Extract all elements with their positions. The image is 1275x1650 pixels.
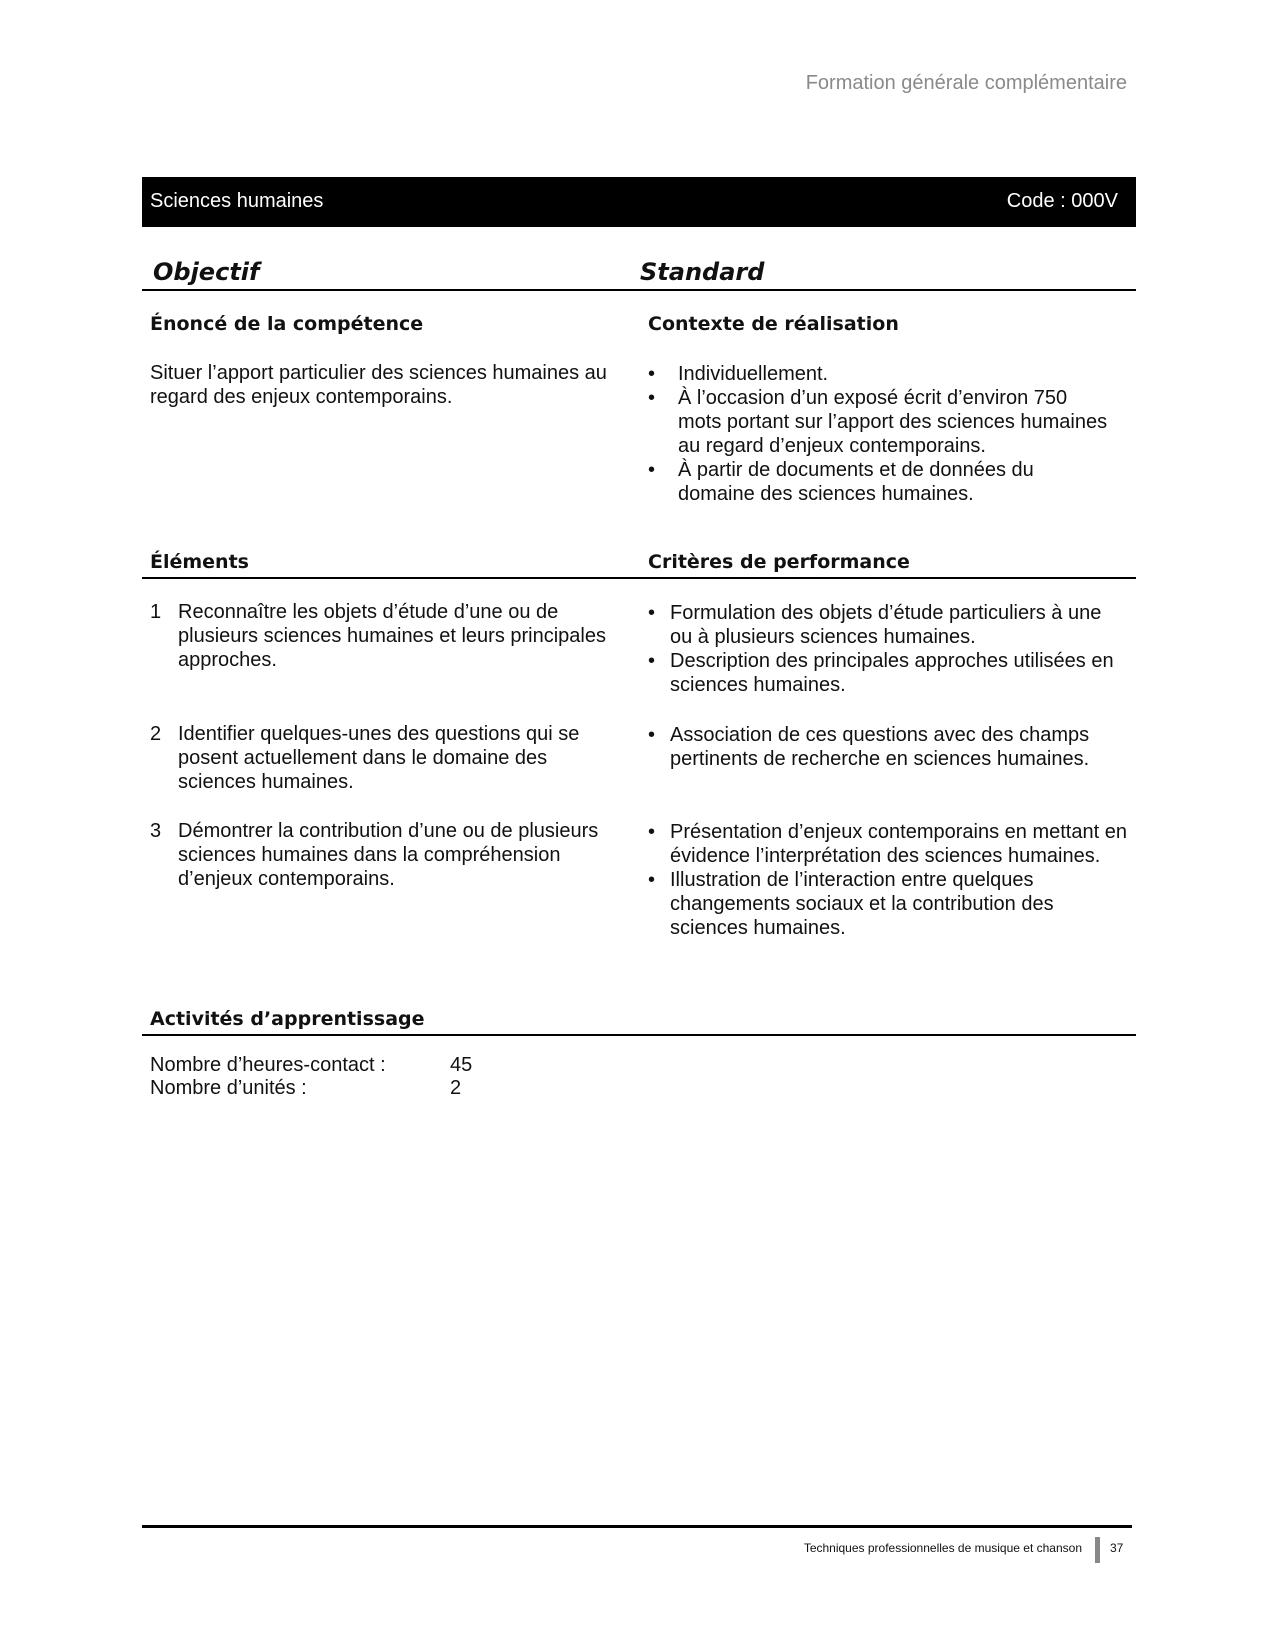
list-item: • Présentation d’enjeux contemporains en mettant en évidence l’interprétation des sciences humaines. [648, 820, 1128, 868]
element-text: Identifier quelques-unes des questions qui se posent actuellement dans le domaine des sciences humaines. [178, 723, 580, 793]
course-code: Code : 000V [1006, 190, 1118, 212]
element-text: Démontrer la contribution d’une ou de plusieurs sciences humaines dans la compréhension d’enjeux contemporains. [178, 820, 599, 890]
hours-block [150, 1054, 472, 1100]
subject-title: Sciences humaines [150, 190, 324, 212]
subject-banner [142, 177, 1136, 227]
elements-heading: Éléments [150, 551, 249, 573]
list-item: • Description des principales approches utilisées en sciences humaines. [648, 649, 1128, 697]
criteria-heading: Critères de performance [648, 551, 910, 573]
footer-divider [142, 1525, 1132, 1528]
element-row [150, 819, 630, 891]
page-number: 37 [1110, 1541, 1124, 1555]
criteria-list [648, 723, 1128, 771]
element-text: Reconnaître les objets d’étude d’une ou de plusieurs sciences humaines et leurs principales approches. [178, 601, 606, 671]
standard-heading: Standard [640, 258, 765, 286]
objectif-heading: Objectif [153, 258, 260, 286]
divider [142, 289, 1136, 291]
element-row [150, 722, 630, 794]
list-item: • Individuellement. [648, 362, 1108, 386]
footer-separator [1095, 1537, 1100, 1563]
element-row [150, 600, 630, 672]
context-heading: Contexte de réalisation [648, 313, 899, 335]
list-item: • Association de ces questions avec des champs pertinents de recherche en sciences humaines. [648, 723, 1128, 771]
competence-heading: Énoncé de la compétence [150, 313, 424, 335]
list-item: • À l’occasion d’un exposé écrit d’environ 750 mots portant sur l’apport des sciences humaines au regard d’enjeux contemporains. [648, 386, 1108, 458]
criteria-list [648, 820, 1128, 940]
element-number: 1 [150, 601, 162, 623]
hours-label: Nombre d’heures-contact : [150, 1054, 386, 1076]
context-list [648, 362, 1108, 506]
units-value: 2 [450, 1077, 462, 1099]
element-number: 3 [150, 820, 162, 842]
hours-value: 45 [450, 1054, 473, 1076]
footer-title: Techniques professionnelles de musique et chanson [803, 1541, 1082, 1555]
competence-text: Situer l’apport particulier des sciences humaines au regard des enjeux contemporains. [150, 362, 607, 408]
divider [142, 577, 1136, 579]
list-item: • Formulation des objets d’étude particuliers à une ou à plusieurs sciences humaines. [648, 601, 1128, 649]
criteria-list [648, 601, 1128, 697]
activities-heading: Activités d’apprentissage [150, 1008, 425, 1030]
list-item: • À partir de documents et de données du domaine des sciences humaines. [648, 458, 1108, 506]
list-item: • Illustration de l’interaction entre quelques changements sociaux et la contribution des sciences humaines. [648, 868, 1128, 940]
units-label: Nombre d’unités : [150, 1077, 307, 1099]
running-header: Formation générale complémentaire [805, 72, 1127, 94]
divider [142, 1034, 1136, 1036]
element-number: 2 [150, 723, 162, 745]
